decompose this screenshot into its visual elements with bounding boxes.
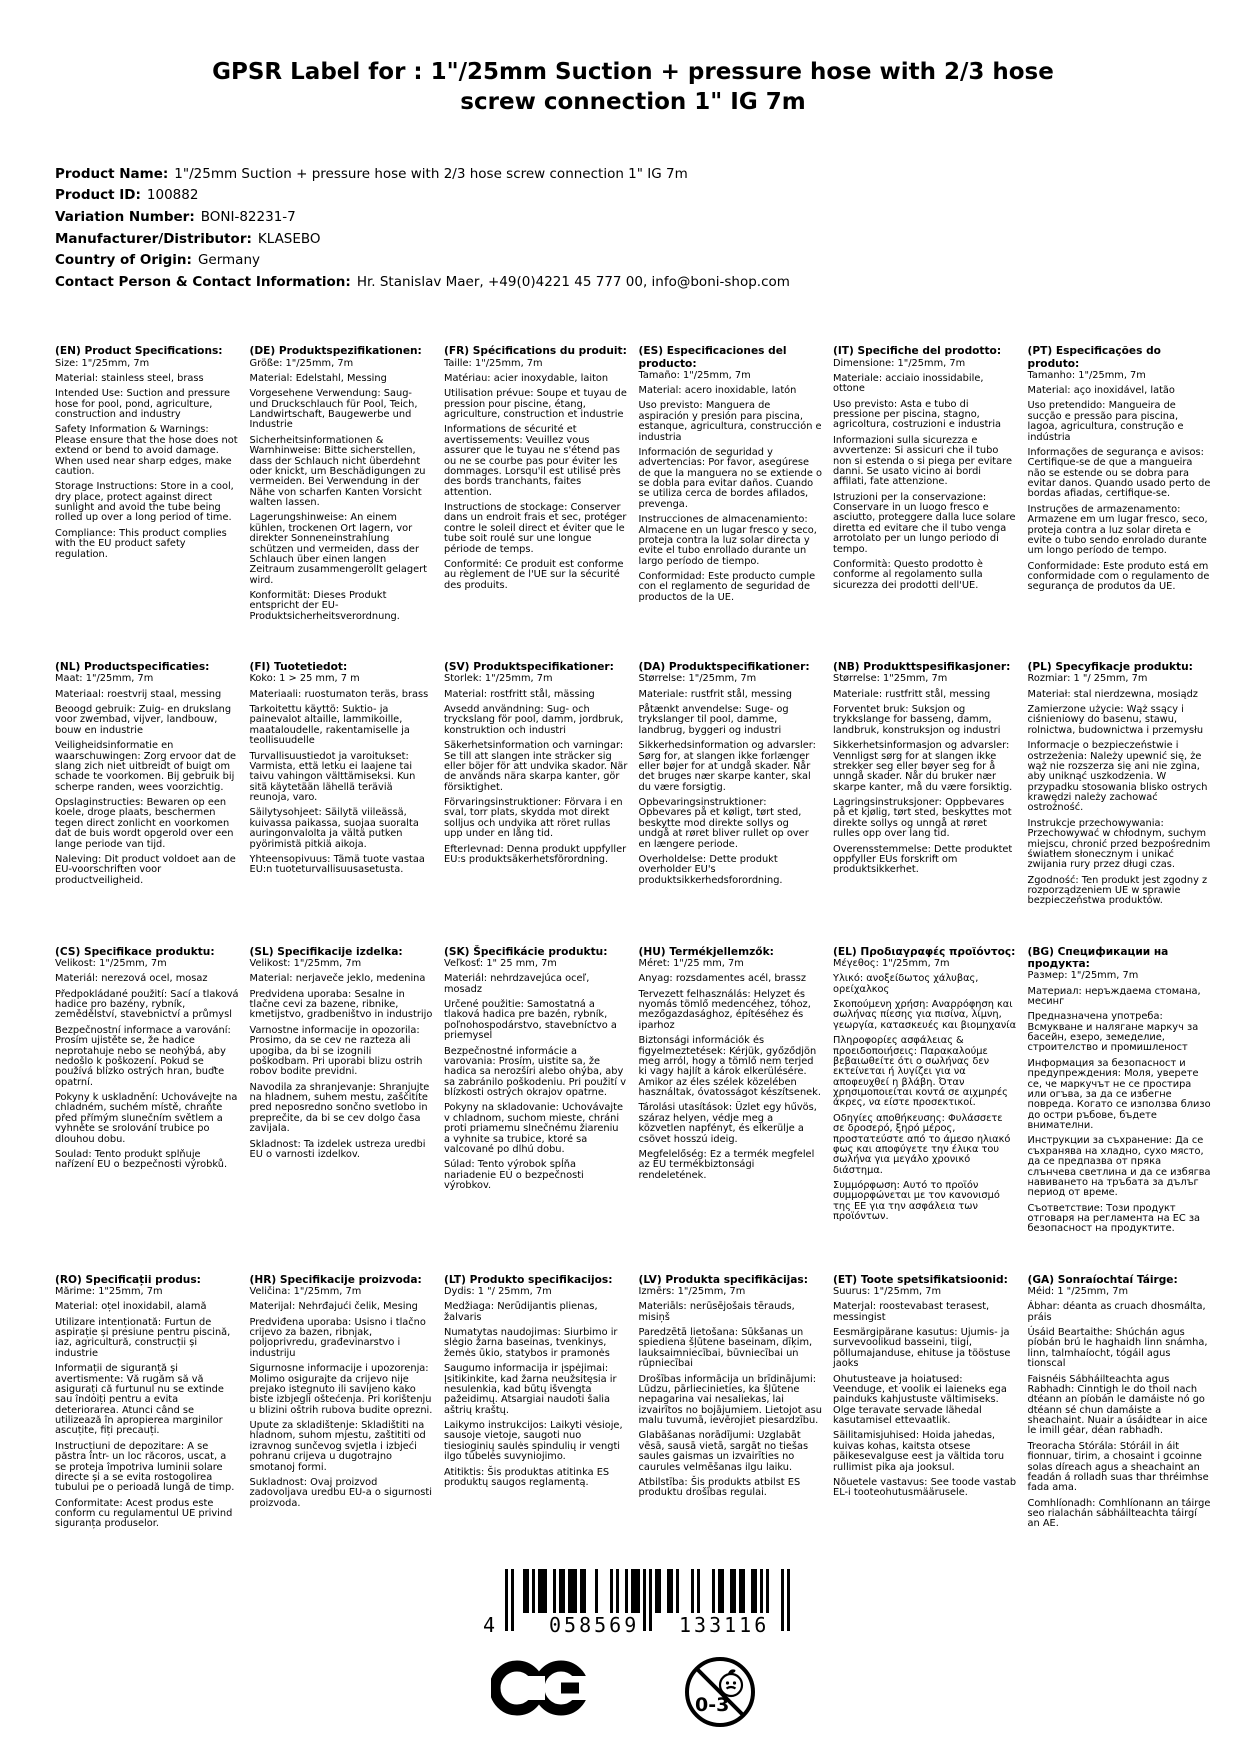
spec-block-el [833,946,1017,1228]
product-info-row [55,250,1211,272]
spec-paragraph: Informacje o bezpieczeństwie i ostrzeżenia: Należy upewnić się, że wąż nie rozszerza się ani nie zgina, aby uniknąć uszkodzenia. W przypadku stosowania blisko ostrych krawędzi należy zachować ostrożność. [1027,740,1208,814]
spec-block-fr [444,345,628,596]
spec-block-de [250,345,434,627]
spec-paragraph: Mărime: 1"25mm, 7m [55,1285,163,1297]
spec-heading-hu: (HU) Termékjellemzők: [638,945,774,958]
product-info-section [55,164,1211,294]
spec-paragraph: Uso previsto: Manguera de aspiración y presión para piscina, estanque, agricultura, construcción e industria [638,400,822,443]
spec-paragraph: Uso previsto: Asta e tubo di pressione per piscina, stagno, agricoltura, costruzioni e industria [833,398,1002,431]
spec-heading-da: (DA) Produktspecifikationer: [638,661,810,674]
spec-block-lt [444,1274,628,1494]
spec-heading-cs: (CS) Specifikace produktu: [55,945,215,958]
spec-grid [55,345,1211,1534]
spec-paragraph: Instrucciones de almacenamiento: Almacene en un lugar fresco y seco, proteja contra la luz solar directa y evite el tubo enrollado durante un largo período de tiempo. [638,514,817,567]
spec-paragraph: Pokyny k uskladnění: Uchovávejte na chladném, suchém místě, chraňte před přímým slunečním světlem a vyhněte se srolování trubice po dlouhou dobu. [55,1092,238,1145]
spec-paragraph: Veličina: 1"/25mm, 7m [249,1285,362,1297]
spec-block-en [55,345,239,565]
spec-heading-bg: (BG) Спецификации на продукта: [1027,945,1169,970]
spec-paragraph: Veiligheidsinformatie en waarschuwingen: Zorg ervoor dat de slang zich niet uitbreidt of buigt om schade te voorkomen. Bij gebruik bij scherpe randen, wees voorzichtig. [55,740,237,793]
spec-heading-pl: (PL) Specyfikacje produktu: [1027,661,1193,674]
spec-paragraph: Størrelse: 1"/25mm, 7m [638,673,757,685]
ce-mark-icon [491,1659,587,1717]
spec-paragraph: Vorgesehene Verwendung: Saug- und Druckschlauch für Pool, Teich, Landwirtschaft, Baugewerbe und Industrie [249,388,418,431]
spec-paragraph: Opbevaringsinstruktioner: Opbevares på et køligt, tørt sted, beskytte mod direkte sollys og undgå at røret bliver rullet op over en længere periode. [638,797,809,850]
spec-paragraph: Predviđena uporaba: Usisno i tlačno crijevo za bazen, ribnjak, poljoprivredu, građevinarstvo i industriju [249,1316,426,1359]
spec-heading-sl: (SL) Specifikacije izdelka: [249,945,403,958]
spec-paragraph: Материал: неръждаема стомана, месинг [1027,985,1201,1007]
spec-paragraph: Overensstemmelse: Dette produktet oppfyller EUs forskrift om produktsikkerhet. [833,843,1013,876]
spec-paragraph: Naleving: Dit product voldoet aan de EU-voorschriften voor productveiligheid. [55,853,236,886]
spec-paragraph: Saugumo informacija ir įspėjimai: Įsitikinkite, kad žarna neužsitęsia ir nesulenkia, kad būtų išvengta pažeidimų. Atsargiai naudoti šalia aštrių kraštų. [444,1363,617,1416]
spec-paragraph: Material: aço inoxidável, latão [1027,385,1175,397]
spec-paragraph: Atbilstība: Šis produkts atbilst ES produktu drošības regulai. [638,1476,801,1499]
spec-paragraph: Velikost: 1"/25mm, 7m [55,957,167,969]
product-info-value: KLASEBO [257,230,321,247]
page-title: GPSR Label for : 1"/25mm Suction + pressure hose with 2/3 hose screw connection 1" IG 7m [212,59,1054,115]
spec-paragraph: Overholdelse: Dette produkt overholder EU's produktsikkerhedsforordning. [638,853,783,886]
spec-paragraph: Opslaginstructies: Bewaren op een koele, droge plaats, beschermen tegen direct zonlicht en voorkomen dat de buis wordt opgerold over een lange periode van tijd. [55,797,234,850]
spec-block-bg [1028,946,1212,1240]
spec-paragraph: Dimensione: 1"/25mm, 7m [833,357,966,369]
spec-paragraph: Koko: 1 > 25 mm, 7 m [249,673,360,685]
spec-block-lv [639,1274,823,1504]
spec-paragraph: Materiál: nerezová ocel, mosaz [55,973,208,985]
spec-paragraph: Предназначена употреба: Всмукване и налягане маркуч за басейн, езеро, земеделие, строителство и промишленост [1027,1011,1199,1054]
spec-paragraph: Πληροφορίες ασφάλειας & προειδοποιήσεις: Παρακαλούμε βεβαιωθείτε ότι ο σωλήνας δεν εκτείνεται ή λυγίζει για να αποφευχθεί η βλάβη. Όταν χρησιμοποιείται κοντά σε αιχμηρές άκρες, να είστε προσεκτικοί. [833,1035,1008,1109]
spec-paragraph: Material: nerjaveče jeklo, medenina [249,973,426,985]
spec-paragraph: Instruções de armazenamento: Armazene em um lugar fresco, seco, proteja contra a luz solar direta e evite o tubo sendo enrolado durante um longo período de tempo. [1027,503,1208,557]
spec-paragraph: Zgodność: Ten produkt jest zgodny z rozporządzeniem UE w sprawie bezpieczeństwa produktów. [1027,874,1208,907]
spec-heading-lt: (LT) Produkto specifikacijos: [444,1273,613,1286]
spec-block-sl [250,946,434,1166]
spec-paragraph: Veľkosť: 1" 25 mm, 7m [444,957,557,969]
spec-paragraph: Taille: 1"/25mm, 7m [444,357,543,369]
spec-paragraph: Sigurnosne informacije i upozorenja: Molimo osigurajte da crijevo nije prejako istegnuto ili savijeno kako biste izbjegli oštećenja. Pri korištenju u blizini oštrih rubova budite oprezni. [249,1363,433,1416]
spec-paragraph: Material: rostfritt stål, mässing [444,688,595,700]
spec-block-et [833,1274,1017,1504]
spec-paragraph: Tamanho: 1"/25mm, 7m [1027,369,1146,381]
spec-paragraph: Velikost: 1"/25mm, 7m [249,957,362,969]
spec-paragraph: Medžiaga: Nerūdijantis plienas, žalvaris [444,1301,598,1323]
spec-paragraph: Pokyny na skladovanie: Uchovávajte v chladnom, suchom mieste, chráni proti priamemu slnečnému žiareniu a vyhnite sa trubice, ktoré sa valcované po dlhú dobu. [444,1102,623,1155]
product-info-label: Country of Origin: [55,252,192,269]
spec-paragraph: Material: Edelstahl, Messing [249,372,387,384]
spec-paragraph: Efterlevnad: Denna produkt uppfyller EU:s produktsäkerhetsförordning. [444,843,627,865]
spec-paragraph: Størrelse: 1"25mm, 7m [833,673,948,685]
spec-block-sk [444,946,628,1197]
spec-heading-pt: (PT) Especificações do produto: [1027,345,1161,370]
spec-paragraph: Informații de siguranță și avertismente: Vă rugăm să vă asigurați că furtunul nu se extinde sau îndoiți pentru a evita deteriorarea. Atunci când se utilizează în apropierea marginilor ascuțite, fiți precauți. [55,1363,224,1437]
spec-heading-lv: (LV) Produkta specifikācijas: [638,1273,808,1286]
bottom-marks-area [483,1569,813,1729]
spec-paragraph: Material: acero inoxidable, latón [638,385,797,397]
spec-paragraph: Conformità: Questo prodotto è conforme al regolamento sulla sicurezza dei prodotti dell'UE. [833,558,983,591]
spec-paragraph: Konformität: Dieses Produkt entspricht der EU-Produktsicherheitsverordnung. [249,590,400,622]
spec-paragraph: Súlad: Tento výrobok spĺňa nariadenie EÚ o bezpečnosti výrobkov. [444,1159,584,1192]
product-info-row [55,185,1211,207]
product-info-label: Product Name: [55,165,169,182]
spec-heading-ga: (GA) Sonraíochtaí Táirge: [1027,1273,1178,1286]
spec-heading-nl: (NL) Productspecificaties: [55,661,210,674]
spec-heading-sv: (SV) Produktspecifikationer: [444,661,614,674]
spec-paragraph: Informations de sécurité et avertissements: Veuillez vous assurer que le tuyau ne s'étend pas ou ne se courbe pas pour éviter les dommages. Lorsqu'il est utilisé près des bords tranchants, faites attention. [444,424,621,498]
spec-paragraph: Určené použitie: Samostatná a tlaková hadica pre bazén, rybník, poľnohospodárstvo, stavebníctvo a priemysel [444,999,617,1042]
spec-paragraph: Varnostne informacije in opozorila: Prosimo, da se cev ne razteza ali upogiba, da bi se izognili poškodbam. Pri uporabi blizu ostrih robov bodite previdni. [249,1024,423,1078]
spec-paragraph: Materiale: rustfritt stål, messing [833,688,991,700]
spec-block-ro [55,1274,239,1535]
spec-paragraph: Atitiktis: Šis produktas atitinka ES produktų saugos reglamentą. [444,1466,610,1488]
spec-paragraph: Suurus: 1"/25mm, 7m [833,1285,941,1297]
spec-paragraph: Drošības informācija un brīdinājumi: Lūdzu, pārliecinieties, ka šļūtene nepagarina vai nesaliekas, lai izvairītos no bojājumiem. Lietojot asu malu tuvumā, ievērojiet piesardzību. [638,1373,822,1427]
product-info-row [55,207,1211,229]
spec-paragraph: Materiaali: ruostumaton teräs, brass [249,688,429,700]
spec-paragraph: Sukladnost: Ovaj proizvod zadovoljava uredbu EU-a o sigurnosti proizvoda. [249,1476,432,1509]
spec-paragraph: Compliance: This product complies with the EU product safety regulation. [55,527,227,560]
age-warning-0-3-icon [683,1655,757,1729]
spec-block-cs [55,946,239,1176]
spec-heading-es: (ES) Especificaciones del producto: [638,345,787,370]
spec-paragraph: Tárolási utasítások: Üzlet egy hűvös, száraz helyen, védje meg a közvetlen napfényt, és elkerülje a csövet hosszú ideig. [638,1102,817,1145]
spec-paragraph: Treoracha Stórála: Stóráil in áit fionnuar, tirim, a chosaint i gcoinne solas díreach agus a sheachaint an feadán á rolladh suas thar thréimhse fada ama. [1027,1440,1209,1494]
spec-paragraph: Materiale: rustfrit stål, messing [638,688,792,700]
spec-paragraph: Materiał: stal nierdzewna, mosiądz [1027,688,1198,700]
spec-paragraph: Biztonsági információk és figyelmeztetések: Kérjük, győződjön meg arról, hogy a tömlő nem terjed ki vagy hajlít a károk elkerülésére. Amikor az éles szélek közelében használtak, óvatosságot készítsenek. [638,1035,821,1099]
spec-paragraph: Conformité: Ce produit est conforme au règlement de l'UE sur la sécurité des produits. [444,558,624,591]
spec-heading-sk: (SK) Špecifikácie produktu: [444,945,608,958]
spec-paragraph: Eesmärgipärane kasutus: Ujumis- ja survevoolikud basseini, tiigi, põllumajanduse, ehituse ja tööstuse jaoks [833,1327,1011,1370]
spec-paragraph: Υλικό: ανοξείδωτος χάλυβας, ορείχαλκος [833,973,979,995]
spec-paragraph: Информация за безопасност и предупреждения: Моля, уверете се, че маркучът не се простира или огъва, за да се избегне повреда. Когато се използва близо до остри ръбове, бъдете внимателни. [1027,1057,1211,1132]
spec-block-fi [250,661,434,881]
spec-block-nl [55,661,239,891]
spec-paragraph: Matériau: acier inoxydable, laiton [444,372,609,384]
spec-block-da [639,661,823,891]
spec-paragraph: Predvidena uporaba: Sesalne in tlačne cevi za bazene, ribnike, kmetijstvo, gradbeništvo in industrijo [249,988,433,1021]
spec-paragraph: Información de seguridad y advertencias: Por favor, asegúrese de que la manguera no se extiende o se dobla para evitar daños. Cuando se utiliza cerca de bordes afilados, prevenga. [638,446,822,510]
spec-block-it [833,345,1017,596]
barcode-group2: 133116 [679,1612,770,1637]
spec-block-hr [250,1274,434,1514]
spec-paragraph: Conformidade: Este produto está em conformidade com o regulamento de segurança de produtos da UE. [1027,560,1210,593]
spec-heading-de: (DE) Produktspezifikationen: [249,345,422,358]
spec-paragraph: Μέγεθος: 1"/25mm, 7m [833,957,950,969]
spec-paragraph: Material: oțel inoxidabil, alamă [55,1301,207,1313]
spec-paragraph: Tervezett felhasználás: Helyzet és nyomás tömlő medencéhez, tóhoz, mezőgazdasághoz, építéséhez és iparhoz [638,988,811,1031]
spec-paragraph: Size: 1"/25mm, 7m [55,357,150,369]
product-info-label: Product ID: [55,187,141,204]
spec-heading-fi: (FI) Tuotetiedot: [249,661,348,674]
spec-paragraph: Materjal: roostevabast terasest, messingist [833,1301,990,1323]
spec-paragraph: Utilizare intenționată: Furtun de aspirație și presiune pentru piscină, iaz, agricultură, construcții și industrie [55,1316,231,1359]
spec-paragraph: Méret: 1"/25 mm, 7m [638,957,744,969]
spec-paragraph: Navodila za shranjevanje: Shranjujte na hladnem, suhem mestu, zaščitite pred neposredno sončno svetlobo in preprečite, da bi se cev dolgo časa zavijala. [249,1081,430,1135]
spec-block-ga [1028,1274,1212,1535]
spec-paragraph: Materiale: acciaio inossidabile, ottone [833,372,984,395]
product-info-value: 1"/25mm Suction + pressure hose with 2/3 hose screw connection 1" IG 7m [174,165,688,182]
spec-paragraph: Förvaringsinstruktioner: Förvara i en sval, torr plats, skydda mot direkt solljus och undvika att röret rullas upp under en lång tid. [444,797,623,840]
spec-paragraph: Sicherheitsinformationen & Warnhinweise: Bitte sicherstellen, dass der Schlauch nicht überdehnt oder knickt, um Beschädigungen zu vermeiden. Bei Verwendung in der Nähe von scharfen Kanten Vorsicht walten lassen. [249,434,426,509]
spec-paragraph: Safety Information & Warnings: Please ensure that the hose does not extend or bend to avoid damage. When used near sharp edges, make caution. [55,424,238,477]
spec-block-hu [639,946,823,1186]
spec-paragraph: Maat: 1"/25mm, 7m [55,673,154,685]
product-info-row [55,272,1211,294]
spec-paragraph: Materiál: nehrdzavejúca oceľ, mosadz [444,973,590,995]
spec-heading-el: (EL) Προδιαγραφές προϊόντος: [833,945,1016,958]
spec-paragraph: Soulad: Tento produkt splňuje nařízení EU o bezpečnosti výrobků. [55,1148,228,1171]
spec-paragraph: Avsedd användning: Sug- och tryckslang för pool, damm, jordbruk, konstruktion och industri [444,704,624,736]
spec-block-sv [444,661,628,870]
spec-paragraph: Ohutusteave ja hoiatused: Veenduge, et voolik ei laieneks ega painduks kahjustuste vältimiseks. Olge teravate servade lähedal kasutamisel ettevaatlik. [833,1373,1007,1427]
product-info-value: BONI-82231-7 [200,208,296,225]
barcode-group1: 058569 [549,1612,640,1637]
spec-paragraph: Předpokládané použití: Sací a tlaková hadice pro bazény, rybník, zemědělství, stavebnictví a průmysl [55,988,239,1021]
spec-heading-fr: (FR) Spécifications du produit: [444,345,627,358]
spec-paragraph: Ábhar: déanta as cruach dhosmálta, práis [1027,1301,1206,1323]
spec-paragraph: Comhlíonadh: Comhlíonann an táirge seo rialachán sábháilteachta táirgí an AE. [1027,1497,1211,1530]
barcode [483,1569,813,1647]
spec-paragraph: Lagerungshinweise: An einem kühlen, trockenen Ort lagern, vor direkter Sonneneinstrahlung schützen und vermeiden, dass der Schlauch über einen langen Zeitraum zusammengerollt gelagert wird. [249,512,428,586]
spec-heading-it: (IT) Specifiche del prodotto: [833,345,1002,358]
spec-paragraph: Conformidad: Este producto cumple con el reglamento de seguridad de productos de la UE. [638,571,816,603]
spec-heading-hr: (HR) Specifikacije proizvoda: [249,1273,422,1286]
spec-paragraph: Instrukcje przechowywania: Przechowywać w chłodnym, suchym miejscu, chronić przed bezpośrednim światłem słonecznym i unikać zwijania rury przez długi czas. [1027,817,1211,871]
barcode-first-digit: 4 [483,1612,496,1637]
spec-heading-et: (ET) Toote spetsifikatsioonid: [833,1273,1008,1286]
spec-paragraph: Säkerhetsinformation och varningar: Se till att slangen inte sträcker sig eller böjer för att undvika skador. När de används nära skarpa kanter, gör försiktighet. [444,740,628,793]
spec-paragraph: Yhteensopivuus: Tämä tuote vastaa EU:n tuoteturvallisuusasetusta. [249,853,425,876]
spec-paragraph: Размер: 1"/25mm, 7m [1027,970,1139,982]
product-info-label: Manufacturer/Distributor: [55,230,252,247]
spec-paragraph: Instructions de stockage: Conserver dans un endroit frais et sec, protéger contre le soleil direct et éviter que le tube soit roulé sur une longue période de temps. [444,502,627,555]
spec-paragraph: Säilitamisjuhised: Hoida jahedas, kuivas kohas, kaitsta otsese päikesevalguse eest ja vältida toru rullimist pika aja jooksul. [833,1430,1005,1473]
spec-paragraph: Größe: 1"/25mm, 7m [249,357,354,369]
spec-paragraph: Material: stainless steel, brass [55,372,204,384]
spec-paragraph: Σκοπούμενη χρήση: Αναρρόφηση και σωλήνας πίεσης για πισίνα, λίμνη, γεωργία, κατασκευές και βιομηχανία [833,999,1017,1031]
spec-paragraph: Numatytas naudojimas: Siurbimo ir slėgio žarna baseinas, tvenkinys, žemės ūkio, statybos ir pramonės [444,1327,618,1359]
product-info-value: Germany [197,252,260,269]
spec-paragraph: Utilisation prévue: Soupe et tuyau de pression pour piscine, étang, agriculture, construction et industrie [444,388,627,421]
product-info-value: 100882 [146,187,199,204]
spec-paragraph: Megfelelőség: Ez a termék megfelel az EU termékbiztonsági rendeletének. [638,1148,815,1181]
spec-paragraph: Storage Instructions: Store in a cool, dry place, protect against direct sunlight and avoid the tube being rolled up over a long period of time. [55,481,234,524]
spec-block-nb [833,661,1017,881]
spec-paragraph: Инструкции за съхранение: Да се съхранява на хладно, сухо място, да се предпазва от пряка слънчева светлина и да се избягва навиването на тръбата за дълъг период от време. [1027,1135,1211,1199]
spec-heading-en: (EN) Product Specifications: [55,345,223,358]
spec-paragraph: Úsáid Beartaithe: Shúchán agus píobán brú le haghaidh linn snámha, linn, talmhaíocht, tógáil agus tionscal [1027,1327,1208,1370]
spec-paragraph: Conformitate: Acest produs este conform cu regulamentul UE privind siguranța produselor. [55,1497,233,1530]
spec-paragraph: Sikkerhetsinformasjon og advarsler: Vennligst sørg for at slangen ikke strekker seg eller bøyer seg for å unngå skader. Når du bruker nær skarpe kanter, må du være forsiktig. [833,740,1013,793]
spec-paragraph: Uso pretendido: Mangueira de sucção e pressão para piscina, lagoa, agricultura, construção e indústria [1027,400,1184,443]
spec-paragraph: Beoogd gebruik: Zuig- en drukslang voor zwembad, vijver, landbouw, bouw en industrie [55,704,232,736]
product-info-value: Hr. Stanislav Maer, +49(0)4221 45 777 00, info@boni-shop.com [356,273,790,290]
spec-paragraph: Bezpečnostné informácie a varovania: Prosím, uistite sa, že hadica sa nerozšíri alebo ohýba, aby sa zabránilo poškodeniu. Pri použití v blízkosti ostrých okrajov opatrne. [444,1045,626,1099]
spec-paragraph: Paredzētā lietošana: Sūkšanas un spiediena šļūtene baseinam, dīķim, lauksaimniecībai, būvniecībai un rūpniecībai [638,1327,813,1370]
spec-paragraph: Dydis: 1 "/ 25mm, 7m [444,1285,552,1297]
spec-paragraph: Informações de segurança e avisos: Certifique-se de que a mangueira não se estende ou se dobra para evitar danos. Quando usado perto de bordas afiadas, certifique-se. [1027,446,1211,500]
spec-paragraph: Påtænkt anvendelse: Suge- og trykslanger til pool, damme, landbrug, byggeri og industri [638,704,789,736]
spec-paragraph: Méid: 1 "/25mm, 7m [1027,1285,1129,1297]
spec-paragraph: Izmērs: 1"/25mm, 7m [638,1285,746,1297]
spec-paragraph: Istruzioni per la conservazione: Conservare in un luogo fresco e asciutto, proteggere dalla luce solare diretta ed evitare che il tubo venga arrotolato per un lungo periodo di tempo. [833,491,1016,555]
spec-paragraph: Säilytysohjeet: Säilytä viileässä, kuivassa paikassa, suojaa suoralta auringonvalolta ja vältä putken pyörimistä pitkiä aikoja. [249,807,419,850]
product-info-label: Variation Number: [55,208,195,225]
spec-paragraph: Materiaal: roestvrij staal, messing [55,688,222,700]
svg-text:0-3: 0-3 [695,1693,730,1716]
spec-paragraph: Zamierzone użycie: Wąż ssący i ciśnieniowy do basenu, stawu, rolnictwa, budownictwa i przemysłu [1027,704,1204,736]
spec-paragraph: Rozmiar: 1 "/ 25mm, 7m [1027,673,1148,685]
spec-paragraph: Tarkoitettu käyttö: Suktio- ja painevalot altaille, lammikoille, maataloudelle, rakentamiselle ja teollisuudelle [249,704,410,747]
product-info-label: Contact Person & Contact Information: [55,273,351,290]
spec-paragraph: Anyag: rozsdamentes acél, brassz [638,973,806,985]
spec-paragraph: Materijal: Nehrđajući čelik, Mesing [249,1301,418,1313]
spec-paragraph: Turvallisuustiedot ja varoitukset: Varmista, että letku ei laajene tai taivu vahingon välttämiseksi. Kun sitä käytetään lähellä teräviä reunoja, varo. [249,750,416,804]
spec-paragraph: Storlek: 1"/25mm, 7m [444,673,553,685]
spec-block-pt [1028,345,1212,597]
spec-paragraph: Glabāšanas norādījumi: Uzglabāt vēsā, sausā vietā, sargāt no tiešas saules gaismas un izvairīties no caurules velmēšanas ilgu laiku. [638,1430,809,1473]
spec-paragraph: Materiāls: nerūsējošais tērauds, misiņš [638,1301,795,1323]
spec-block-es [639,345,823,608]
spec-paragraph: Skladnost: Ta izdelek ustreza uredbi EU o varnosti izdelkov. [249,1138,426,1160]
spec-heading-nb: (NB) Produkttspesifikasjoner: [833,661,1011,674]
spec-block-pl [1028,661,1212,912]
product-info-row [55,164,1211,186]
spec-heading-ro: (RO) Specificații produs: [55,1273,201,1286]
spec-paragraph: Upute za skladištenje: Skladištiti na hladnom, suhom mjestu, zaštititi od izravnog sunčevog svjetla i izbjeći pohranu crijeva u dugotrajno smotanoj formi. [249,1420,426,1473]
spec-paragraph: Οδηγίες αποθήκευσης: Φυλάσσετε σε δροσερό, ξηρό μέρος, προστατεύστε από το άμεσο ηλιακό φως και αποφύγετε την έλικα του σωλήνα για μεγάλο χρονικό διάστημα. [833,1112,1011,1176]
spec-paragraph: Nõuetele vastavus: See toode vastab EL-i tooteohutusmäärusele. [833,1476,1017,1499]
spec-paragraph: Instrucțiuni de depozitare: A se păstra într- un loc răcoros, uscat, a se proteja împotriva luminii solare directe și a se evita rostogolirea tubului pe o perioadă lungă de timp. [55,1440,235,1494]
spec-paragraph: Informazioni sulla sicurezza e avvertenze: Si assicuri che il tubo non si estenda o si piega per evitare danni. Se usato vicino ai bordi affilati, fate attenzione. [833,434,1012,488]
spec-paragraph: Съответствие: Този продукт отговаря на регламента на ЕС за безопасност на продуктите. [1027,1202,1201,1235]
spec-paragraph: Intended Use: Suction and pressure hose for pool, pond, agriculture, construction and industry [55,388,231,421]
spec-paragraph: Συμμόρφωση: Αυτό το προϊόν συμμορφώνεται με τον κανονισμό της ΕΕ για την ασφάλεια των προϊόντων. [833,1180,1000,1223]
spec-paragraph: Tamaño: 1"/25mm, 7m [638,369,751,381]
product-info-row [55,229,1211,251]
spec-paragraph: Lagringsinstruksjoner: Oppbevares på et kjølig, tørt sted, beskyttes mot direkte sollys og unngå at røret rulles opp over lang tid. [833,797,1012,840]
spec-paragraph: Laikymo instrukcijos: Laikyti vėsioje, sausoje vietoje, saugoti nuo tiesioginių saulės spindulių ir vengti ilgo tūbelės suvyniojimo. [444,1420,623,1463]
spec-paragraph: Bezpečnostní informace a varování: Prosím ujistěte se, že hadice neprotahuje nebo se neohýbá, aby nedošlo k poškození. Pokud se používá blízko ostrých hran, buďte opatrní. [55,1024,231,1088]
spec-paragraph: Sikkerhedsinformation og advarsler: Sørg for, at slangen ikke forlænger eller bøjer for at undgå skader. Når det bruges nær skarpe kanter, skal du være forsigtig. [638,740,816,793]
spec-paragraph: Forventet bruk: Suksjon og trykkslange for basseng, damm, landbruk, konstruksjon og industri [833,704,1001,736]
spec-paragraph: Faisnéis Sábháilteachta agus Rabhadh: Cinntigh le do thoil nach dtéann an píobán le damáiste nó go dtéann sé chun damáiste a sheachaint. Nuair a úsáidtear in aice le imill géar, déan rabhadh. [1027,1373,1208,1437]
